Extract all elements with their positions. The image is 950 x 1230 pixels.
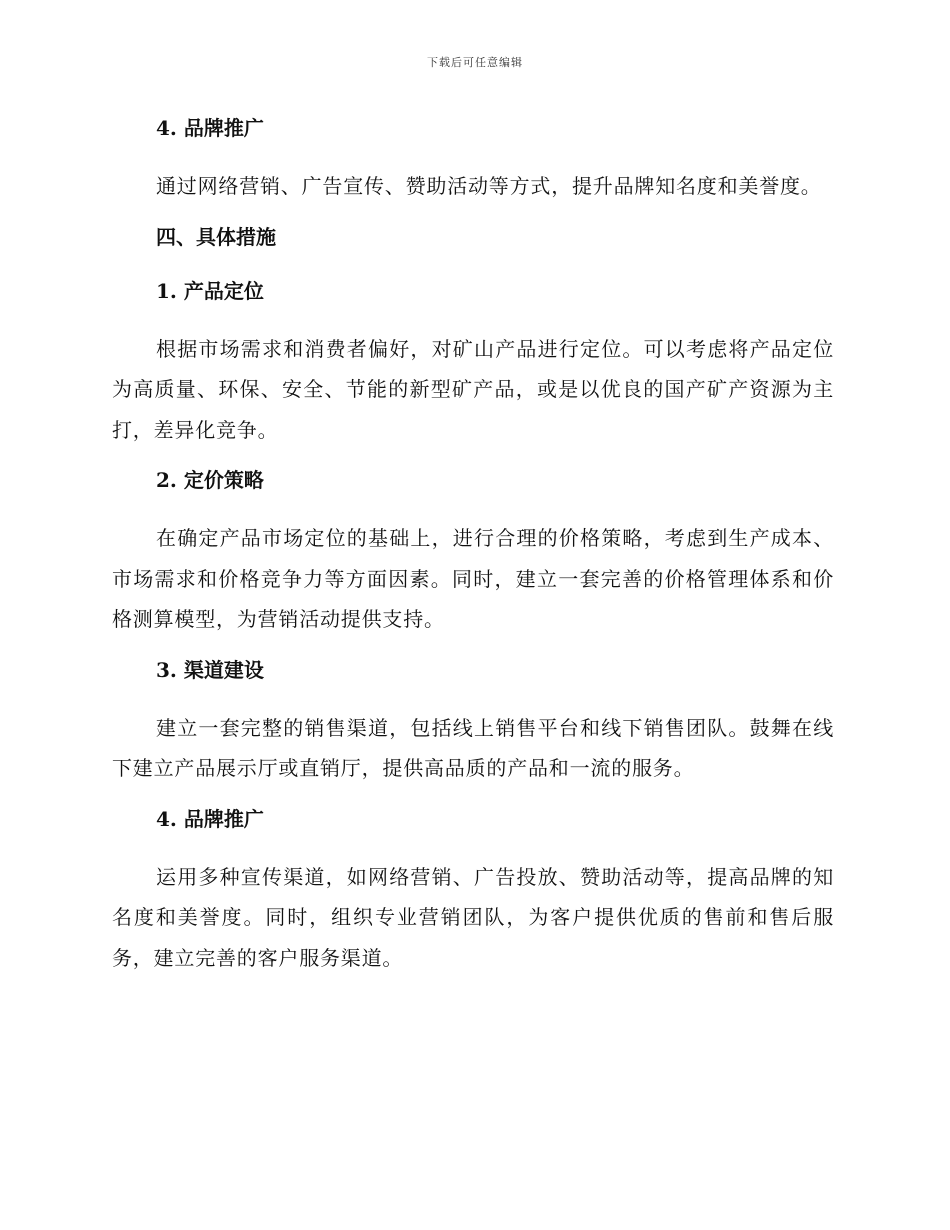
paragraph-product-positioning: 根据市场需求和消费者偏好，对矿山产品进行定位。可以考虑将产品定位为高质量、环保、安全、节能的新型矿产品，或是以优良的国产矿产资源为主打，差异化竞争。 — [112, 336, 834, 442]
section-heading-brand-promotion-2: 4. 品牌推广 — [156, 806, 264, 831]
document-body — [112, 112, 834, 992]
section-heading-channel-building: 3. 渠道建设 — [156, 657, 264, 682]
paragraph-pricing-strategy: 在确定产品市场定位的基础上，进行合理的价格策略，考虑到生产成本、市场需求和价格竞争力等方面因素。同时，建立一套完善的价格管理体系和价格测算模型，为营销活动提供支持。 — [112, 526, 834, 631]
section-heading-brand-promotion: 4. 品牌推广 — [156, 116, 264, 140]
paragraph-brand-promotion-detail: 运用多种宣传渠道，如网络营销、广告投放、赞助活动等，提高品牌的知名度和美誉度。同时，组织专业营销团队，为客户提供优质的售前和售后服务，建立完善的客户服务渠道。 — [112, 864, 834, 970]
section-heading-specific-measures: 四、具体措施 — [156, 224, 276, 249]
paragraph-brand-promotion-summary: 通过网络营销、广告宣传、赞助活动等方式，提升品牌知名度和美誉度。 — [156, 174, 822, 198]
page-header: 下载后可任意编辑 — [427, 56, 523, 69]
paragraph-channel-building: 建立一套完整的销售渠道，包括线上销售平台和线下销售团队。鼓舞在线下建立产品展示厅或直销厅，提供高品质的产品和一流的服务。 — [112, 715, 834, 780]
section-heading-pricing-strategy: 2. 定价策略 — [156, 468, 264, 492]
section-heading-product-positioning: 1. 产品定位 — [156, 278, 264, 303]
